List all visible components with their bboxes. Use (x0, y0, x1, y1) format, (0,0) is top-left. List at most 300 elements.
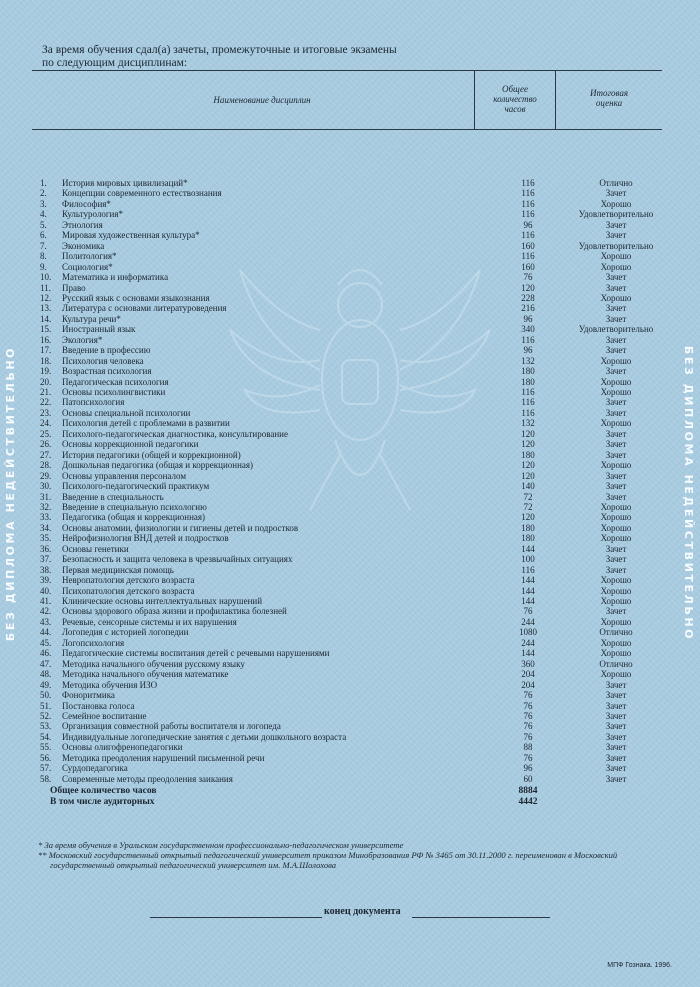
row-number: 53. (40, 721, 52, 732)
discipline-grade: Хорошо (600, 585, 632, 596)
row-number: 19. (40, 366, 52, 377)
row-number: 10. (40, 272, 52, 283)
discipline-hours: 204 (521, 669, 535, 680)
discipline-grade: Хорошо (600, 522, 632, 533)
row-number: 16. (40, 334, 52, 345)
discipline-name: Постановка голоса (62, 700, 135, 711)
discipline-grade: Зачет (605, 407, 627, 418)
discipline-grade: Зачет (605, 439, 627, 450)
discipline-hours: 132 (521, 355, 535, 366)
discipline-hours: 76 (523, 690, 533, 701)
discipline-grade: Удовлетворительно (578, 209, 654, 220)
discipline-name: Дошкольная педагогика (общая и коррекционная) (62, 460, 254, 471)
row-number: 45. (40, 637, 52, 648)
discipline-grade: Хорошо (600, 596, 632, 606)
row-number: 44. (40, 627, 52, 638)
discipline-hours: 140 (521, 481, 535, 492)
row-number: 42. (40, 606, 52, 617)
table-row (0, 565, 700, 575)
discipline-hours: 116 (521, 564, 535, 575)
table-row (0, 617, 700, 627)
discipline-hours: 120 (521, 460, 535, 471)
footnote-2-continued: государственный открытый педагогический университет им. М.А.Шолохова (50, 860, 337, 870)
discipline-grade: Зачет (605, 303, 627, 314)
table-row (0, 533, 700, 543)
discipline-name: Мировая художественная культура* (62, 230, 200, 241)
row-number: 23. (40, 407, 52, 418)
discipline-grade: Зачет (605, 313, 627, 324)
discipline-grade: Зачет (605, 449, 627, 460)
discipline-name: Социология* (62, 261, 113, 272)
discipline-grade: Хорошо (600, 616, 632, 627)
table-row (0, 460, 700, 470)
discipline-hours: 180 (521, 522, 535, 533)
discipline-grade: Зачет (605, 731, 627, 742)
row-number: 47. (40, 658, 52, 669)
discipline-name: Основы коррекционной педагогики (62, 439, 199, 450)
discipline-hours: 340 (521, 324, 535, 335)
row-number: 32. (40, 501, 52, 512)
table-row (0, 659, 700, 669)
row-number: 22. (40, 397, 52, 408)
discipline-grade: Зачет (605, 679, 627, 690)
table-row (0, 742, 700, 752)
discipline-hours: 116 (521, 209, 535, 220)
discipline-grade: Зачет (605, 554, 627, 565)
table-row (0, 669, 700, 679)
table-row (0, 753, 700, 763)
table-row (0, 680, 700, 690)
table-row (0, 429, 700, 439)
discipline-name: Нейрофизиология ВНД детей и подростков (62, 533, 229, 544)
row-number: 51. (40, 700, 52, 711)
table-row (0, 586, 700, 596)
discipline-grade: Зачет (605, 742, 627, 753)
discipline-hours: 76 (523, 606, 533, 617)
discipline-hours: 360 (521, 658, 535, 669)
discipline-grade: Зачет (605, 428, 627, 439)
discipline-name: Патопсихология (62, 397, 125, 408)
discipline-name: Основы анатомии, физиологии и гигиены детей и подростков (62, 522, 299, 533)
discipline-grade: Хорошо (600, 292, 632, 303)
discipline-name: Введение в специальную психологию (62, 501, 207, 512)
discipline-name: Русский язык с основами языкознания (62, 292, 210, 303)
row-number: 31. (40, 491, 52, 502)
totals-label: В том числе аудиторных (50, 797, 155, 808)
discipline-grade: Хорошо (600, 512, 632, 523)
left-side-text: БЕЗ ДИПЛОМА НЕДЕЙСТВИТЕЛЬНО (4, 345, 18, 642)
discipline-hours: 100 (521, 554, 535, 565)
discipline-name: Экология* (62, 334, 103, 345)
table-row (0, 303, 700, 313)
discipline-grade: Хорошо (600, 669, 632, 680)
discipline-grade: Хорошо (600, 575, 632, 586)
discipline-name: Невропатология детского возраста (62, 575, 195, 586)
discipline-name: Клинические основы интеллектуальных нарушений (62, 596, 263, 606)
table-row (0, 230, 700, 240)
row-number: 49. (40, 679, 52, 690)
table-row (0, 439, 700, 449)
discipline-hours: 116 (521, 407, 535, 418)
discipline-hours: 144 (521, 596, 535, 606)
row-number: 4. (40, 209, 47, 220)
discipline-hours: 244 (521, 616, 535, 627)
row-number: 27. (40, 449, 52, 460)
discipline-name: Введение в специальность (62, 491, 164, 502)
totals-label: Общее количество часов (50, 786, 157, 797)
table-row (0, 575, 700, 585)
discipline-grade: Зачет (605, 752, 627, 763)
discipline-grade: Хорошо (600, 648, 632, 659)
row-number: 7. (40, 240, 47, 251)
discipline-name: Основы психолингвистики (62, 387, 166, 397)
column-header-name: Наименование дисциплин (213, 95, 311, 105)
row-number: 11. (40, 282, 51, 293)
discipline-grade: Зачет (605, 491, 627, 502)
right-side-text: БЕЗ ДИПЛОМА НЕДЕЙСТВИТЕЛЬНО (682, 345, 696, 642)
table-row (0, 492, 700, 502)
discipline-grade: Хорошо (600, 501, 632, 512)
discipline-hours: 96 (523, 345, 533, 356)
row-number: 43. (40, 616, 52, 627)
row-number: 36. (40, 543, 52, 554)
discipline-hours: 120 (521, 428, 535, 439)
discipline-name: Организация совместной работы воспитателя и логопеда (62, 721, 281, 732)
discipline-grade: Зачет (605, 366, 627, 377)
totals-value: 4442 (518, 797, 538, 808)
table-row (0, 732, 700, 742)
discipline-grade: Зачет (605, 564, 627, 575)
printer-imprint: МПФ Гознака. 1996. (607, 962, 672, 969)
row-number: 12. (40, 292, 52, 303)
table-row (0, 512, 700, 522)
discipline-grade: Зачет (605, 773, 627, 784)
discipline-grade: Хорошо (600, 533, 632, 544)
table-row (0, 220, 700, 230)
row-number: 38. (40, 564, 52, 575)
discipline-grade: Зачет (605, 606, 627, 617)
discipline-grade: Зачет (605, 219, 627, 230)
header-line-1: За время обучения сдал(а) зачеты, промежуточные и итоговые экзамены (42, 44, 397, 56)
footnote-2: ** Московский государственный открытый педагогический университет приказом Минобразования РФ № 3465 от 30.11.2000 г. переименован в Московский (38, 850, 618, 860)
table-row (0, 638, 700, 648)
discipline-grade: Удовлетворительно (578, 324, 654, 335)
row-number: 46. (40, 648, 52, 659)
table-row (0, 387, 700, 397)
row-number: 1. (40, 178, 47, 188)
discipline-name: Педагогические системы воспитания детей с речевыми нарушениями (62, 648, 330, 659)
discipline-grade: Удовлетворительно (578, 240, 654, 251)
table-row (0, 345, 700, 355)
discipline-grade: Зачет (605, 282, 627, 293)
end-underline-left (150, 917, 322, 918)
discipline-grade: Хорошо (600, 460, 632, 471)
table-row (0, 241, 700, 251)
discipline-hours: 228 (521, 292, 535, 303)
discipline-grade: Зачет (605, 230, 627, 241)
row-number: 56. (40, 752, 52, 763)
discipline-name: Политология* (62, 251, 117, 262)
table-row (0, 627, 700, 637)
discipline-name: Речевые, сенсорные системы и их нарушения (62, 616, 237, 627)
table-row (0, 178, 700, 188)
discipline-hours: 204 (521, 679, 535, 690)
header-line-2: по следующим дисциплинам: (42, 57, 188, 69)
discipline-grade: Зачет (605, 188, 627, 199)
row-number: 48. (40, 669, 52, 680)
table-row (0, 314, 700, 324)
table-row (0, 366, 700, 376)
table-row (0, 397, 700, 407)
discipline-hours: 116 (521, 188, 535, 199)
discipline-name: Педагогика (общая и коррекционная) (62, 512, 206, 523)
discipline-name: История мировых цивилизаций* (62, 178, 188, 188)
table-row (0, 293, 700, 303)
discipline-hours: 180 (521, 533, 535, 544)
table-row (0, 711, 700, 721)
discipline-hours: 144 (521, 585, 535, 596)
discipline-grade: Зачет (605, 334, 627, 345)
discipline-hours: 76 (523, 752, 533, 763)
end-of-document-text: конец документа (324, 906, 401, 917)
row-number: 21. (40, 387, 52, 397)
discipline-hours: 96 (523, 219, 533, 230)
discipline-name: Основы специальной психологии (62, 407, 191, 418)
discipline-hours: 116 (521, 334, 535, 345)
discipline-hours: 76 (523, 700, 533, 711)
discipline-name: Экономика (62, 240, 105, 251)
row-number: 25. (40, 428, 52, 439)
discipline-hours: 116 (521, 198, 535, 209)
discipline-name: Логопедия с историей логопедии (62, 627, 189, 638)
discipline-grade: Хорошо (600, 637, 632, 648)
discipline-name: Методика начального обучения математике (62, 669, 229, 680)
discipline-grade: Зачет (605, 470, 627, 481)
row-number: 24. (40, 418, 52, 429)
totals-value: 8884 (518, 786, 538, 797)
discipline-hours: 60 (523, 773, 533, 784)
row-number: 3. (40, 198, 47, 209)
discipline-grade: Зачет (605, 710, 627, 721)
discipline-hours: 116 (521, 230, 535, 241)
column-header-hours: Общее количество часов (493, 84, 537, 114)
discipline-name: Культурология* (62, 209, 124, 220)
discipline-grade: Отлично (599, 627, 633, 638)
discipline-hours: 120 (521, 282, 535, 293)
table-row (0, 471, 700, 481)
discipline-name: Психология человека (62, 355, 144, 366)
table-row (0, 450, 700, 460)
row-number: 40. (40, 585, 52, 596)
table-row (0, 606, 700, 616)
discipline-name: Концепции современного естествознания (62, 188, 222, 199)
header (42, 44, 397, 70)
table-row (0, 377, 700, 387)
discipline-name: Индивидуальные логопедические занятия с детьми дошкольного возраста (62, 731, 347, 742)
discipline-grade: Отлично (599, 178, 633, 188)
discipline-grade: Хорошо (600, 261, 632, 272)
row-number: 54. (40, 731, 52, 742)
discipline-hours: 180 (521, 376, 535, 387)
table-row (0, 356, 700, 366)
discipline-grade: Зачет (605, 272, 627, 283)
row-number: 30. (40, 481, 52, 492)
table-row (0, 324, 700, 334)
discipline-hours: 180 (521, 449, 535, 460)
discipline-hours: 144 (521, 648, 535, 659)
discipline-name: Основы управления персоналом (62, 470, 187, 481)
table-row (0, 690, 700, 700)
discipline-hours: 96 (523, 763, 533, 774)
discipline-name: История педагогики (общей и коррекционной) (62, 449, 241, 460)
discipline-hours: 88 (523, 742, 533, 753)
table-row (0, 262, 700, 272)
totals-row (0, 786, 700, 797)
discipline-grade: Хорошо (600, 418, 632, 429)
discipline-name: Основы олигофренопедагогики (62, 742, 183, 753)
row-number: 14. (40, 313, 52, 324)
row-number: 5. (40, 219, 47, 230)
table-header (32, 70, 662, 130)
discipline-name: Основы здорового образа жизни и профилактика болезней (62, 606, 287, 617)
discipline-grade: Зачет (605, 721, 627, 732)
discipline-name: Психолого-педагогический практикум (62, 481, 210, 492)
end-of-document (150, 906, 550, 920)
table-row (0, 596, 700, 606)
table-top-rule (32, 70, 662, 71)
row-number: 13. (40, 303, 52, 314)
row-number: 34. (40, 522, 52, 533)
row-number: 37. (40, 554, 52, 565)
discipline-name: Право (62, 282, 86, 293)
row-number: 2. (40, 188, 47, 199)
table-row (0, 554, 700, 564)
discipline-grade: Зачет (605, 690, 627, 701)
discipline-name: Психопатология детского возраста (62, 585, 195, 596)
row-number: 9. (40, 261, 47, 272)
discipline-grade: Хорошо (600, 198, 632, 209)
table-row (0, 502, 700, 512)
discipline-grade: Зачет (605, 763, 627, 774)
row-number: 39. (40, 575, 52, 586)
footnotes (38, 840, 688, 870)
row-number: 18. (40, 355, 52, 366)
discipline-name: Математика и информатика (62, 272, 169, 283)
discipline-name: Культура речи* (62, 313, 121, 324)
table-row (0, 251, 700, 261)
discipline-grade: Хорошо (600, 387, 632, 397)
discipline-hours: 116 (521, 387, 535, 397)
row-number: 20. (40, 376, 52, 387)
discipline-hours: 120 (521, 439, 535, 450)
discipline-name: Психология детей с проблемами в развитии (62, 418, 230, 429)
discipline-grade: Хорошо (600, 355, 632, 366)
discipline-hours: 120 (521, 512, 535, 523)
row-number: 57. (40, 763, 52, 774)
discipline-name: Педагогическая психология (62, 376, 169, 387)
row-number: 50. (40, 690, 52, 701)
row-number: 35. (40, 533, 52, 544)
footnote-1: * За время обучения в Уральском государственном профессионально-педагогическом университете (38, 840, 404, 850)
discipline-grade: Хорошо (600, 376, 632, 387)
discipline-grade: Хорошо (600, 251, 632, 262)
discipline-hours: 96 (523, 313, 533, 324)
table-row (0, 721, 700, 731)
discipline-name: Современные методы преодоления заикания (62, 773, 233, 784)
table-row (0, 701, 700, 711)
discipline-name: Возрастная психология (62, 366, 152, 377)
discipline-name: Этнология (62, 219, 103, 230)
table-row (0, 199, 700, 209)
discipline-name: Безопасность и защита человека в чрезвычайных ситуациях (62, 554, 293, 565)
discipline-hours: 132 (521, 418, 535, 429)
discipline-hours: 1080 (519, 627, 537, 638)
discipline-hours: 160 (521, 240, 535, 251)
discipline-hours: 244 (521, 637, 535, 648)
discipline-grade: Зачет (605, 481, 627, 492)
table-row (0, 763, 700, 773)
discipline-name: Психолого-педагогическая диагностика, консультирование (62, 428, 288, 439)
table-row (0, 523, 700, 533)
table-row (0, 774, 700, 784)
table-row (0, 544, 700, 554)
discipline-hours: 72 (523, 491, 533, 502)
table-row (0, 272, 700, 282)
discipline-name: Введение в профессию (62, 345, 151, 356)
table-header-rule (32, 129, 662, 130)
table-row (0, 648, 700, 658)
discipline-name: Первая медицинская помощь (62, 564, 174, 575)
row-number: 55. (40, 742, 52, 753)
discipline-name: Логопсихология (62, 637, 125, 648)
column-header-grade: Итоговая оценка (589, 88, 629, 108)
discipline-name: Литература с основами литературоведения (62, 303, 227, 314)
row-number: 17. (40, 345, 52, 356)
discipline-hours: 116 (521, 178, 535, 188)
discipline-name: Семейное воспитание (62, 710, 147, 721)
row-number: 15. (40, 324, 52, 335)
discipline-name: Иностранный язык (62, 324, 136, 335)
discipline-grade: Зачет (605, 397, 627, 408)
discipline-hours: 160 (521, 261, 535, 272)
table-row (0, 188, 700, 198)
discipline-grade: Зачет (605, 543, 627, 554)
table-row (0, 418, 700, 428)
discipline-grade: Отлично (599, 658, 633, 669)
discipline-hours: 76 (523, 731, 533, 742)
discipline-hours: 120 (521, 470, 535, 481)
end-underline-right (412, 917, 550, 918)
discipline-hours: 216 (521, 303, 535, 314)
discipline-name: Философия* (62, 198, 111, 209)
row-number: 8. (40, 251, 47, 262)
table-row (0, 283, 700, 293)
row-number: 41. (40, 596, 52, 606)
discipline-hours: 76 (523, 710, 533, 721)
row-number: 28. (40, 460, 52, 471)
discipline-name: Методика обучения ИЗО (62, 679, 158, 690)
row-number: 29. (40, 470, 52, 481)
discipline-name: Фоноритмика (62, 690, 115, 701)
discipline-hours: 144 (521, 543, 535, 554)
row-number: 33. (40, 512, 52, 523)
discipline-name: Основы генетики (62, 543, 129, 554)
discipline-hours: 76 (523, 721, 533, 732)
discipline-grade: Зачет (605, 700, 627, 711)
discipline-hours: 116 (521, 251, 535, 262)
discipline-hours: 72 (523, 501, 533, 512)
discipline-grade: Зачет (605, 345, 627, 356)
